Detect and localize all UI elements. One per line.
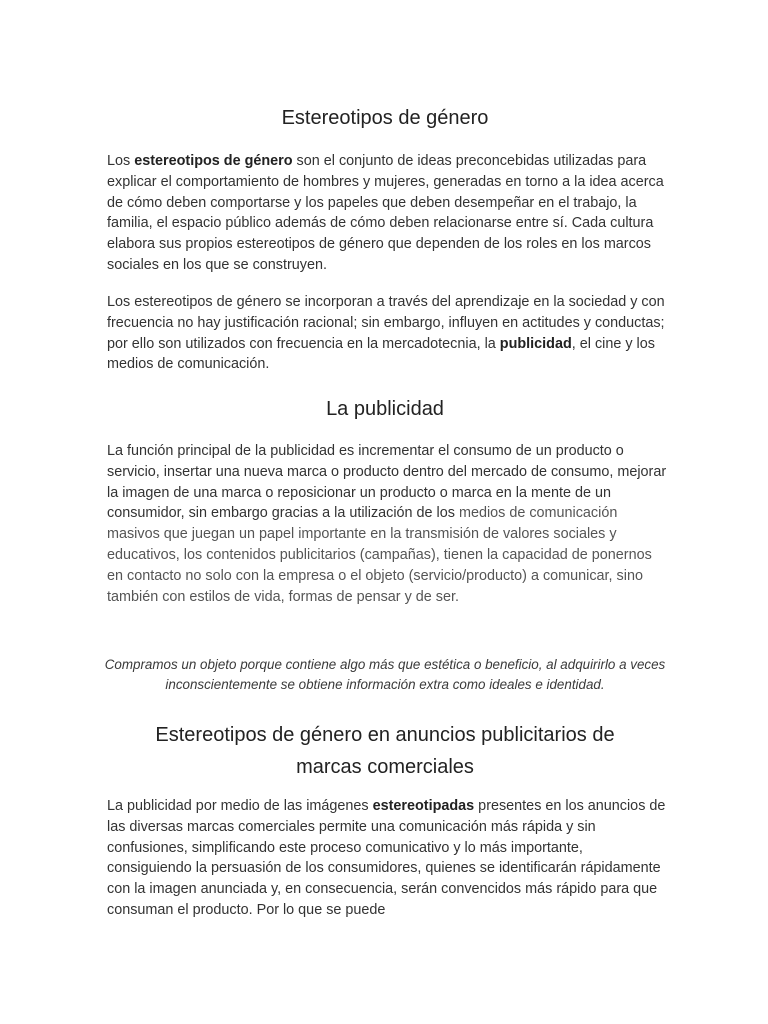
paragraph-text: La publicidad por medio de las imágenes [107,798,373,814]
heading-line-2: marcas comerciales [296,756,474,778]
paragraph-definicion-estereotipos [107,151,667,276]
paragraph-text: Los [107,153,135,169]
heading-la-publicidad: La publicidad [326,398,444,420]
bold-term-estereotipadas: estereotipadas [372,798,475,814]
paragraph-imagenes-estereotipadas [107,796,667,921]
paragraph-incorporacion-estereotipos [107,292,667,375]
heading-estereotipos-de-genero: Estereotipos de género [281,107,489,129]
heading-line-1: Estereotipos de género en anuncios publicitarios de [155,724,615,746]
paragraph-funcion-publicidad [107,441,667,607]
paragraph-text-medios: medios de comunicación masivos que juegan un papel importante en la transmisión de valores sociales y educativos, los contenidos publicitarios (campañas), tienen la capacidad de ponernos en contacto no solo con la empresa o el objeto (servicio/producto) a comunicar, sino también con estilos de vida, formas de pensar y de ser. [107,505,652,605]
paragraph-text: son el conjunto de ideas preconcebidas utilizadas para explicar el comportamiento de hombres y mujeres, generadas en torno a la idea acerca de cómo deben comportarse y los papeles que deben desempeñar en el trabajo, la familia, el espacio público además de cómo deben relacionarse entre sí. Cada cultura elabora sus propios estereotipos de género que dependen de los roles en los marcos sociales en los que se construyen. [107,153,664,273]
heading-estereotipos-en-anuncios [97,719,673,783]
paragraph-text: , el cine y los medios de comunicación. [107,335,655,373]
italic-quote: Compramos un objeto porque contiene algo más que estética o beneficio, al adquirirlo a veces inconscientemente se obtiene información extra como ideales e identidad. [104,657,666,692]
paragraph-text: Los estereotipos de género se incorporan a través del aprendizaje en la sociedad y con frecuencia no hay justificación racional; sin embargo, influyen en actitudes y conductas; por ello son utilizados con frecuencia en la mercadotecnia, la [107,294,665,352]
paragraph-text: La función principal de la publicidad es incrementar el consumo de un producto o servicio, insertar una nueva marca o producto dentro del mercado de consumo, mejorar la imagen de una marca o reposicionar un producto o marca en la mente de un consumidor, sin embargo gracias a la utilización de los [107,443,667,522]
paragraph-text: presentes en los anuncios de las diversas marcas comerciales permite una comunicación más rápida y sin confusiones, simplificando este proceso comunicativo y lo más importante, consiguiendo la persuasión de los consumidores, quienes se identificarán rápidamente con la imagen anunciada y, en consecuencia, serán convencidos más rápido para que consuman el producto. Por lo que se puede [107,798,666,918]
bold-term-estereotipos-de-genero: estereotipos de género [134,153,293,169]
bold-term-publicidad: publicidad [499,335,572,352]
